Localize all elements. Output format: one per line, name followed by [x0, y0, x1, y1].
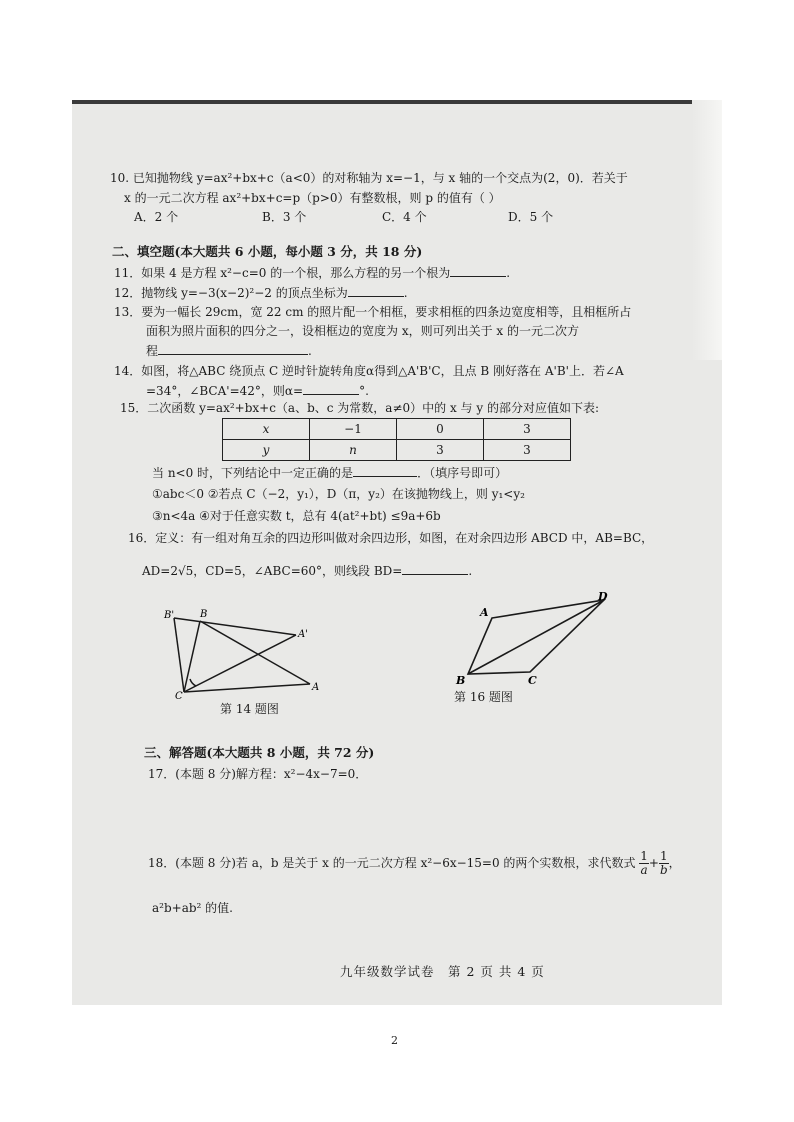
- section3-title: 三、解答题(本大题共 8 小题，共 72 分): [144, 745, 375, 760]
- q10-option-c: C．4 个: [382, 210, 427, 224]
- label-c: C: [528, 674, 537, 686]
- q15-answer-blank: [353, 464, 417, 477]
- segment-c-a: [184, 684, 310, 692]
- q14-line2b: °.: [359, 384, 369, 398]
- label-a: A: [312, 682, 320, 693]
- table-cell: −1: [310, 419, 397, 440]
- q12-text: 12．抛物线 y=−3(x−2)²−2 的顶点坐标为: [114, 286, 348, 300]
- q14-answer-blank: [303, 382, 359, 395]
- fraction-numerator: 1: [659, 849, 668, 863]
- figure-14-caption: 第 14 题图: [220, 702, 279, 716]
- q13-line2: 面积为照片面积的四分之一，设相框边的宽度为 x，则可列出关于 x 的一元二次方: [146, 324, 579, 338]
- q10-line1: 10. 已知抛物线 y=ax²+bx+c（a<0）的对称轴为 x=−1，与 x 轴的一个交点为(2，0)．若关于: [110, 171, 628, 185]
- q14-line1: 14．如图，将△ABC 绕顶点 C 逆时针旋转角度α得到△A'B'C，且点 B 刚好落在 A'B'上．若∠A: [114, 364, 624, 378]
- segment-b-prime-a-prime: [174, 618, 296, 635]
- q15-line4: ③n<4a ④对于任意实数 t，总有 4(at²+bt) ≤9a+6b: [152, 509, 441, 523]
- figure-16-caption: 第 16 题图: [454, 690, 513, 704]
- q18-line1: [148, 850, 681, 877]
- scanned-page: [72, 100, 722, 1005]
- fraction-denominator: a: [640, 863, 648, 877]
- q17: 17．(本题 8 分)解方程：x²−4x−7=0．: [148, 767, 368, 781]
- q11-answer-blank: [450, 264, 506, 277]
- fraction-denominator: b: [659, 863, 668, 877]
- label-b: B: [200, 609, 208, 620]
- comma: ，: [668, 856, 681, 870]
- q14-line2a: =34°，∠BCA'=42°，则α=: [146, 384, 304, 398]
- segment-b-a: [200, 621, 310, 684]
- label-a-prime: A': [298, 629, 308, 640]
- page-number: 2: [391, 1034, 398, 1047]
- section2-title: 二、填空题(本大题共 6 小题，每小题 3 分，共 18 分): [112, 244, 423, 259]
- page-footer: 九年级数学试卷 第 2 页 共 4 页: [340, 964, 545, 979]
- table-cell: n: [310, 440, 397, 461]
- table-row: [223, 419, 571, 440]
- table-cell: y: [223, 440, 310, 461]
- fraction-numerator: 1: [640, 849, 648, 863]
- q18-line1-text: 18．(本题 8 分)若 a，b 是关于 x 的一元二次方程 x²−6x−15=0 的两个实数根，求代数式: [148, 856, 636, 870]
- q16-line2b: .: [468, 564, 473, 578]
- q14-line2: [146, 382, 369, 399]
- table-cell: 0: [397, 419, 484, 440]
- label-c: C: [175, 691, 183, 700]
- q10-option-b: B．3 个: [262, 210, 307, 224]
- q13-line3-text: 程: [146, 344, 159, 358]
- q18-line2: a²b+ab² 的值.: [152, 901, 233, 915]
- label-b-prime: B': [164, 610, 175, 621]
- q12: 12．抛物线 y=−3(x−2)²−2 的顶点坐标为 .: [114, 286, 408, 300]
- angle-arc-c: [190, 679, 196, 686]
- q15-line2: [152, 464, 507, 481]
- table-cell: 3: [484, 440, 571, 461]
- table-cell: 3: [397, 440, 484, 461]
- q10-option-a: A．2 个: [134, 210, 179, 224]
- q13-line1: 13．要为一幅长 29cm，宽 22 cm 的照片配一个相框，要求相框的四条边宽度相等，且相框所占: [114, 305, 632, 319]
- label-a: A: [480, 606, 489, 619]
- q16-answer-blank: [402, 562, 468, 575]
- fraction-one-over-a: [639, 850, 649, 877]
- q15-line3: ①abc＜0 ②若点 C（−2，y₁），D（π，y₂）在该抛物线上，则 y₁<y₂: [152, 487, 525, 501]
- label-b: B: [456, 674, 466, 686]
- q13-line3: 程 .: [146, 344, 312, 358]
- segment-b-prime-c: [174, 618, 184, 692]
- q11: 11．如果 4 是方程 x²−c=0 的一个根，那么方程的另一个根为 .: [114, 266, 511, 280]
- q11-text: 11．如果 4 是方程 x²−c=0 的一个根，那么方程的另一个根为: [114, 266, 451, 280]
- plus-sign: +: [648, 856, 659, 870]
- q15-line1: 15．二次函数 y=ax²+bx+c（a、b、c 为常数，a≠0）中的 x 与 y 的部分对应值如下表:: [120, 401, 599, 415]
- q16-line2a: AD=2√5，CD=5，∠ABC=60°，则线段 BD=: [142, 564, 403, 578]
- q13-answer-blank: [158, 342, 308, 355]
- q15-line2b: ．（填序号即可）: [417, 466, 508, 480]
- q12-answer-blank: [348, 284, 404, 297]
- fraction-one-over-b: [659, 850, 669, 877]
- table-cell: x: [223, 419, 310, 440]
- q16-line2: [142, 562, 472, 579]
- q10-option-d: D．5 个: [508, 210, 554, 224]
- q16-line1: 16．定义：有一组对角互余的四边形叫做对余四边形，如图，在对余四边形 ABCD 中，AB=BC，: [128, 531, 654, 545]
- segment-b-c: [184, 621, 200, 692]
- q15-line2a: 当 n<0 时，下列结论中一定正确的是: [152, 466, 354, 480]
- figure-16: [452, 590, 612, 686]
- label-d: D: [598, 590, 608, 603]
- q10-line2: x 的一元二次方程 ax²+bx+c=p（p>0）有整数根，则 p 的值有（ ）: [124, 191, 501, 205]
- table-row: [223, 440, 571, 461]
- q15-value-table: [222, 418, 571, 461]
- table-cell: 3: [484, 419, 571, 440]
- figure-14: [162, 608, 322, 700]
